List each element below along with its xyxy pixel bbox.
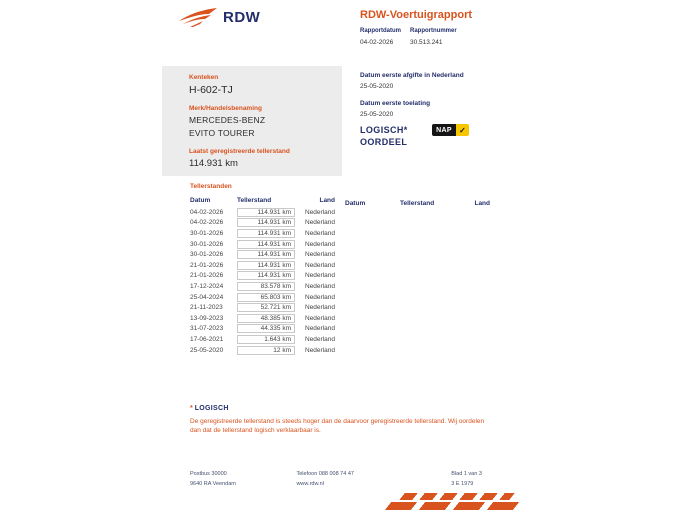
row-land: Nederland xyxy=(305,240,335,248)
report-date-block xyxy=(360,28,400,46)
footer-pagination xyxy=(451,469,490,489)
row-land: Nederland xyxy=(305,272,335,280)
row-datum: 25-05-2020 xyxy=(190,346,224,354)
row-tellerstand: 48.385 km xyxy=(237,314,295,323)
row-datum: 30-01-2026 xyxy=(190,240,224,248)
rdw-flag-icon xyxy=(178,6,218,28)
row-tellerstand: 83.578 km xyxy=(237,282,295,291)
table-row xyxy=(190,260,490,271)
logisch-footnote xyxy=(190,405,500,435)
row-land: Nederland xyxy=(305,335,335,343)
row-datum: 31-07-2023 xyxy=(190,325,224,333)
footer-phone: Telefoon 088 008 74 47 xyxy=(296,471,354,477)
footer-address-line2: 9640 RA Veendam xyxy=(190,481,236,487)
oordeel-line2: OORDEEL xyxy=(360,137,408,147)
report-date-value: 04-02-2026 xyxy=(360,39,394,46)
row-datum: 04-02-2026 xyxy=(190,219,224,227)
table-row xyxy=(190,345,490,356)
row-tellerstand: 114.931 km xyxy=(237,240,295,249)
rdw-logo xyxy=(178,6,260,28)
report-number-value: 30.513.241 xyxy=(410,39,443,46)
table-row xyxy=(190,228,490,239)
stripe-bottom xyxy=(385,502,523,510)
kenteken-label: Kenteken xyxy=(189,74,219,81)
row-tellerstand: 1.643 km xyxy=(237,335,295,344)
footer-contact xyxy=(296,469,451,489)
col-header-land: Land xyxy=(319,197,335,204)
row-land: Nederland xyxy=(305,282,335,290)
row-datum: 17-06-2021 xyxy=(190,335,224,343)
row-datum: 21-11-2023 xyxy=(190,304,223,312)
row-datum: 21-01-2026 xyxy=(190,272,224,280)
table-row xyxy=(190,313,490,324)
row-land: Nederland xyxy=(305,293,335,301)
laatste-tellerstand-value: 114.931 km xyxy=(189,158,238,169)
row-tellerstand: 114.931 km xyxy=(237,250,295,259)
table-row xyxy=(190,281,490,292)
row-land: Nederland xyxy=(305,208,335,216)
row-land: Nederland xyxy=(305,261,335,269)
report-number-label: Rapportnummer xyxy=(410,28,457,34)
rdw-logo-text: RDW xyxy=(223,8,261,26)
table-row xyxy=(190,292,490,303)
table-row xyxy=(190,271,490,282)
eerste-toelating-value: 25-05-2020 xyxy=(360,111,394,118)
nap-check-icon: ✓ xyxy=(456,124,469,136)
table-row xyxy=(190,334,490,345)
vehicle-summary-panel xyxy=(162,66,342,176)
row-tellerstand: 114.931 km xyxy=(237,271,295,280)
row-tellerstand: 65.803 km xyxy=(237,293,295,302)
row-land: Nederland xyxy=(305,346,335,354)
footer-address-line1: Postbus 30000 xyxy=(190,471,227,477)
table-row xyxy=(190,249,490,260)
row-tellerstand: 114.931 km xyxy=(237,218,295,227)
footer-address xyxy=(190,469,296,489)
row-datum: 30-01-2026 xyxy=(190,229,224,237)
footnote-heading xyxy=(190,405,500,412)
table-row xyxy=(190,302,490,313)
table-row xyxy=(190,324,490,335)
merk-line1: MERCEDES-BENZ xyxy=(189,115,266,125)
kenteken-value: H-602-TJ xyxy=(189,84,233,96)
row-land: Nederland xyxy=(305,304,335,312)
page-footer xyxy=(190,469,490,489)
oordeel-block xyxy=(360,124,408,148)
row-datum: 17-12-2024 xyxy=(190,282,224,290)
footnote-title: LOGISCH xyxy=(194,405,229,412)
nap-logo xyxy=(432,124,469,136)
row-tellerstand: 114.931 km xyxy=(237,261,295,270)
row-datum: 25-04-2024 xyxy=(190,293,224,301)
eerste-afgifte-value: 25-05-2020 xyxy=(360,83,394,90)
tellerstand-rows xyxy=(190,207,490,355)
table-row xyxy=(190,218,490,229)
row-tellerstand: 52.721 km xyxy=(237,303,295,312)
row-land: Nederland xyxy=(305,229,335,237)
row-tellerstand: 114.931 km xyxy=(237,208,295,217)
col-header-tellerstand-2: Tellerstand xyxy=(400,200,435,207)
row-land: Nederland xyxy=(305,314,335,322)
row-datum: 04-02-2026 xyxy=(190,208,224,216)
laatste-tellerstand-label: Laatst geregistreerde tellerstand xyxy=(189,148,290,155)
tellerstanden-title: Tellerstanden xyxy=(190,183,232,190)
row-datum: 30-01-2026 xyxy=(190,251,224,259)
footer-page-number: Blad 1 van 3 xyxy=(451,471,482,477)
table-row xyxy=(190,239,490,250)
footer-website-link[interactable]: www.rdw.nl xyxy=(296,481,324,487)
report-number-block xyxy=(410,28,456,46)
decorative-stripes xyxy=(388,493,522,512)
stripe-top xyxy=(399,493,514,500)
row-tellerstand: 114.931 km xyxy=(237,229,295,238)
row-datum: 21-01-2026 xyxy=(190,261,224,269)
row-land: Nederland xyxy=(305,251,335,259)
col-header-land-2: Land xyxy=(474,200,490,207)
row-land: Nederland xyxy=(305,325,335,333)
footnote-asterisk: * xyxy=(190,405,193,412)
footer-doc-code: 3 E 1979 xyxy=(451,481,474,487)
footnote-body: De geregistreerde tellerstand is steeds hoger dan de daarvoor geregistreerde tellerstand. Wij oordelen dan dat de tellerstand logisch verklaarbaar is. xyxy=(190,418,485,434)
merk-line2: EVITO TOURER xyxy=(189,128,255,138)
row-tellerstand: 12 km xyxy=(237,346,295,355)
col-header-tellerstand: Tellerstand xyxy=(237,197,272,204)
eerste-toelating-label: Datum eerste toelating xyxy=(360,100,431,107)
table-row xyxy=(190,207,490,218)
nap-logo-text: NAP xyxy=(432,124,456,136)
row-datum: 13-09-2023 xyxy=(190,314,224,322)
report-meta xyxy=(360,28,456,46)
registration-dates xyxy=(360,72,464,128)
oordeel-line1: LOGISCH* xyxy=(360,125,408,135)
col-header-datum-2: Datum xyxy=(345,200,366,207)
tellerstanden-section xyxy=(190,183,490,355)
row-tellerstand: 44.335 km xyxy=(237,324,295,333)
row-land: Nederland xyxy=(305,219,335,227)
table-header-right xyxy=(345,200,490,207)
report-date-label: Rapportdatum xyxy=(360,28,401,34)
eerste-afgifte-label: Datum eerste afgifte in Nederland xyxy=(360,72,464,79)
col-header-datum: Datum xyxy=(190,197,211,204)
merk-value xyxy=(189,115,342,138)
document-title: RDW-Voertuigrapport xyxy=(360,9,473,21)
merk-label: Merk/Handelsbenaming xyxy=(189,105,262,112)
